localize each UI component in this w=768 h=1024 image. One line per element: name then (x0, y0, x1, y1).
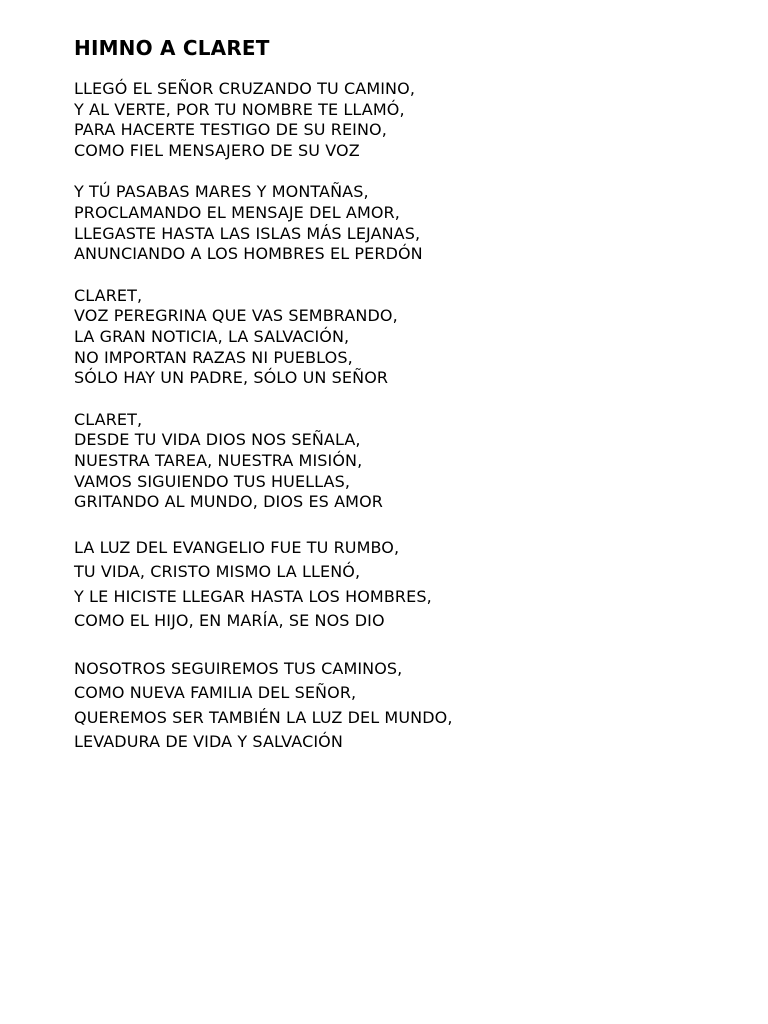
stanza-3-chorus (74, 286, 734, 389)
verse-line: CLARET, (74, 285, 143, 305)
verse-line: Y AL VERTE, POR TU NOMBRE TE LLAMÓ, (74, 99, 405, 119)
verse-line: Y TÚ PASABAS MARES Y MONTAÑAS, (74, 182, 369, 202)
verse-line: ANUNCIANDO A LOS HOMBRES EL PERDÓN (74, 244, 423, 264)
verse-line: LA LUZ DEL EVANGELIO FUE TU RUMBO, (74, 537, 400, 557)
verse-line: NO IMPORTAN RAZAS NI PUEBLOS, (74, 347, 353, 367)
verse-line: LEVADURA DE VIDA Y SALVACIÓN (74, 732, 343, 752)
verse-line: LA GRAN NOTICIA, LA SALVACIÓN, (74, 326, 350, 346)
verse-line: SÓLO HAY UN PADRE, SÓLO UN SEÑOR (74, 368, 389, 388)
stanza-6 (74, 657, 734, 755)
stanza-4-chorus (74, 410, 734, 513)
document-title: HIMNO A CLARET (74, 36, 270, 60)
verse-line: PARA HACERTE TESTIGO DE SU REINO, (74, 120, 387, 140)
verse-line: PROCLAMANDO EL MENSAJE DEL AMOR, (74, 202, 400, 222)
stanza-2 (74, 182, 734, 264)
document-page (74, 36, 734, 755)
verse-line: DESDE TU VIDA DIOS NOS SEÑALA, (74, 430, 361, 450)
verse-line: VAMOS SIGUIENDO TUS HUELLAS, (74, 471, 351, 491)
verse-line: GRITANDO AL MUNDO, DIOS ES AMOR (74, 492, 383, 512)
verse-line: CLARET, (74, 409, 143, 429)
verse-line: NUESTRA TAREA, NUESTRA MISIÓN, (74, 450, 363, 470)
verse-line: NOSOTROS SEGUIREMOS TUS CAMINOS, (74, 658, 403, 678)
verse-line: COMO FIEL MENSAJERO DE SU VOZ (74, 140, 360, 160)
verse-line: QUEREMOS SER TAMBIÉN LA LUZ DEL MUNDO, (74, 707, 453, 727)
verse-line: VOZ PEREGRINA QUE VAS SEMBRANDO, (74, 306, 398, 326)
verse-line: TU VIDA, CRISTO MISMO LA LLENÓ, (74, 562, 361, 582)
verse-line: Y LE HICISTE LLEGAR HASTA LOS HOMBRES, (74, 586, 432, 606)
verse-line: COMO NUEVA FAMILIA DEL SEÑOR, (74, 683, 357, 703)
stanza-5 (74, 536, 734, 634)
stanza-1 (74, 79, 734, 161)
verse-line: COMO EL HIJO, EN MARÍA, SE NOS DIO (74, 611, 385, 631)
verse-line: LLEGASTE HASTA LAS ISLAS MÁS LEJANAS, (74, 223, 421, 243)
verse-line: LLEGÓ EL SEÑOR CRUZANDO TU CAMINO, (74, 79, 416, 98)
